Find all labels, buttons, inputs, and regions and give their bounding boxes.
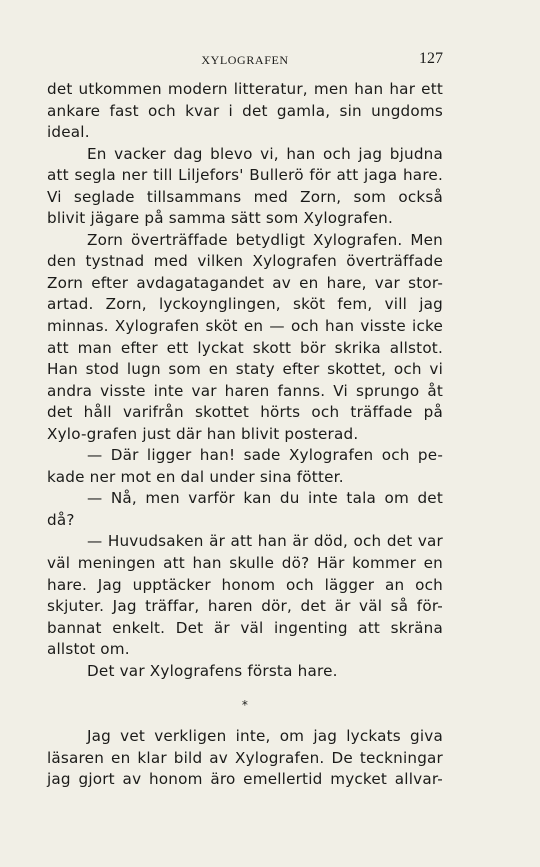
- paragraph-6: — Huvudsaken är att han är död, och det var väl meningen att han skulle dö? Här kommer en hare. Jag upptäcker honom och lägger an och skjuter. Jag träffar, haren dör, det är väl så för-bannat enkelt. Det är väl ingenting att skräna allstot om.: [47, 532, 443, 659]
- paragraph-7: Det var Xylografens första hare.: [87, 661, 338, 680]
- paragraph-2: En vacker dag blevo vi, han och jag bjudna att segla ner till Liljefors' Bullerö för att jaga hare. Vi seglade tillsammans med Zorn, som också blivit jägare på samma sätt som Xylografen.: [47, 144, 443, 228]
- page-number: 127: [419, 50, 443, 67]
- paragraph-8: Jag vet verkligen inte, om jag lyckats giva läsaren en klar bild av Xylografen. De teckningar jag gjort av honom äro emellertid mycket allvar-: [47, 727, 443, 789]
- running-title: XYLOGRAFEN: [201, 53, 289, 67]
- body-text: [47, 79, 443, 791]
- page-header: [47, 50, 443, 70]
- paragraph-5: — Nå, men varför kan du inte tala om det då?: [47, 489, 443, 529]
- section-separator: *: [241, 698, 249, 713]
- paragraph-4: — Där ligger han! sade Xylografen och pe-kade ner mot en dal under sina fötter.: [47, 446, 443, 486]
- paragraph-3: Zorn överträffade betydligt Xylografen. Men den tystnad med vilken Xylografen överträffade Zorn efter avdagatagandet av en hare, var stor-artad. Zorn, lyckoynglingen, sköt fem, vill jag minnas. Xylografen sköt en — och han visste icke att man efter ett lyckat skott bör skrika allstot. Han stod lugn som en staty efter skottet, och vi andra visste inte var haren fanns. Vi sprungo åt det håll varifrån skottet hörts och träffade på Xylo-grafen just där han blivit posterad.: [47, 230, 443, 443]
- paragraph-1: det utkommen modern litteratur, men han har ett ankare fast och kvar i det gamla, sin ungdoms ideal.: [47, 80, 443, 142]
